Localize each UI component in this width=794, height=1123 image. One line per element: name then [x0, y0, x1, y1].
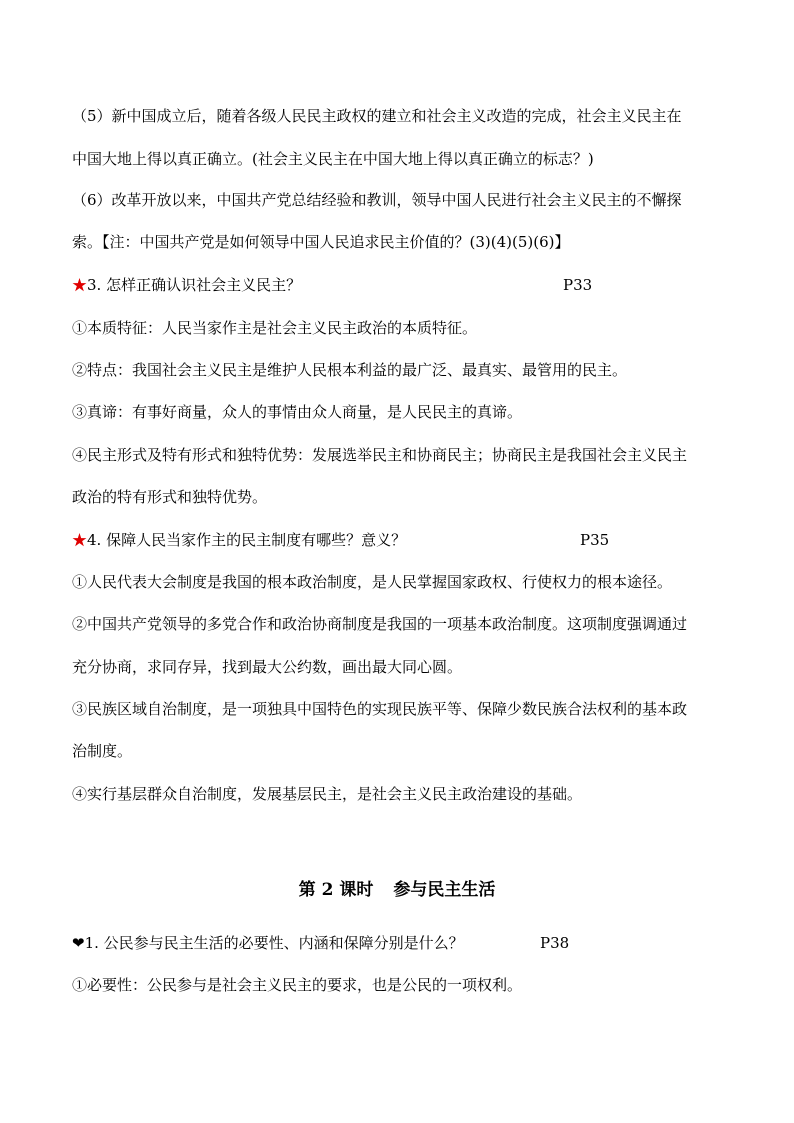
question-4-page-ref: P35	[580, 531, 610, 549]
question-4-text: 4. 保障人民当家作主的民主制度有哪些？意义？	[87, 531, 407, 549]
question-4-item-3-line-2: 治制度。	[72, 742, 133, 760]
question-3-page-ref: P33	[563, 276, 593, 294]
lesson-name: 参与民主生活	[393, 880, 496, 900]
heart-icon: ❤	[72, 934, 85, 952]
question-1-heading	[72, 932, 722, 954]
star-icon: ★	[72, 276, 88, 294]
paragraph-6-line-2: 索。【注：中国共产党是如何领导中国人民追求民主价值的？(3)(4)(5)(6)】	[72, 233, 570, 251]
question-3-heading	[72, 274, 722, 296]
question-1-item-1: ①必要性：公民参与是社会主义民主的要求，也是公民的一项权利。	[72, 976, 523, 994]
lesson-number: 第 2 课时	[298, 880, 374, 900]
question-4-item-4: ④实行基层群众自治制度，发展基层民主，是社会主义民主政治建设的基础。	[72, 785, 583, 803]
question-4-item-2-line-1: ②中国共产党领导的多党合作和政治协商制度是我国的一项基本政治制度。这项制度强调通过	[72, 615, 688, 633]
question-4-item-2-line-2: 充分协商，求同存异，找到最大公约数，画出最大同心圆。	[72, 658, 463, 676]
question-3-item-2: ②特点：我国社会主义民主是维护人民根本利益的最广泛、最真实、最管用的民主。	[72, 361, 628, 379]
question-1-page-ref: P38	[540, 934, 570, 952]
question-3-item-3: ③真谛：有事好商量，众人的事情由众人商量，是人民民主的真谛。	[72, 403, 523, 421]
question-4-item-3-line-1: ③民族区域自治制度，是一项独具中国特色的实现民族平等、保障少数民族合法权利的基本政	[72, 700, 688, 718]
paragraph-5-line-2: 中国大地上得以真正确立。(社会主义民主在中国大地上得以真正确立的标志？)	[72, 150, 594, 168]
paragraph-5-line-1: （5）新中国成立后，随着各级人民民主政权的建立和社会主义改造的完成，社会主义民主在	[72, 107, 682, 125]
question-3-text: 3. 怎样正确认识社会主义民主？	[87, 276, 302, 294]
question-4-heading	[72, 529, 722, 551]
star-icon: ★	[72, 531, 88, 549]
question-1-text: 1. 公民参与民主生活的必要性、内涵和保障分别是什么？	[84, 934, 464, 952]
question-3-item-1: ①本质特征：人民当家作主是社会主义民主政治的本质特征。	[72, 319, 478, 337]
paragraph-6-line-1: （6）改革开放以来，中国共产党总结经验和教训，领导中国人民进行社会主义民主的不懈探	[72, 191, 682, 209]
question-3-item-4-line-1: ④民主形式及特有形式和独特优势：发展选举民主和协商民主；协商民主是我国社会主义民主	[72, 446, 688, 464]
question-4-item-1: ①人民代表大会制度是我国的根本政治制度，是人民掌握国家政权、行使权力的根本途径。	[72, 573, 673, 591]
lesson-title	[0, 878, 794, 902]
question-3-item-4-line-2: 政治的特有形式和独特优势。	[72, 488, 268, 506]
